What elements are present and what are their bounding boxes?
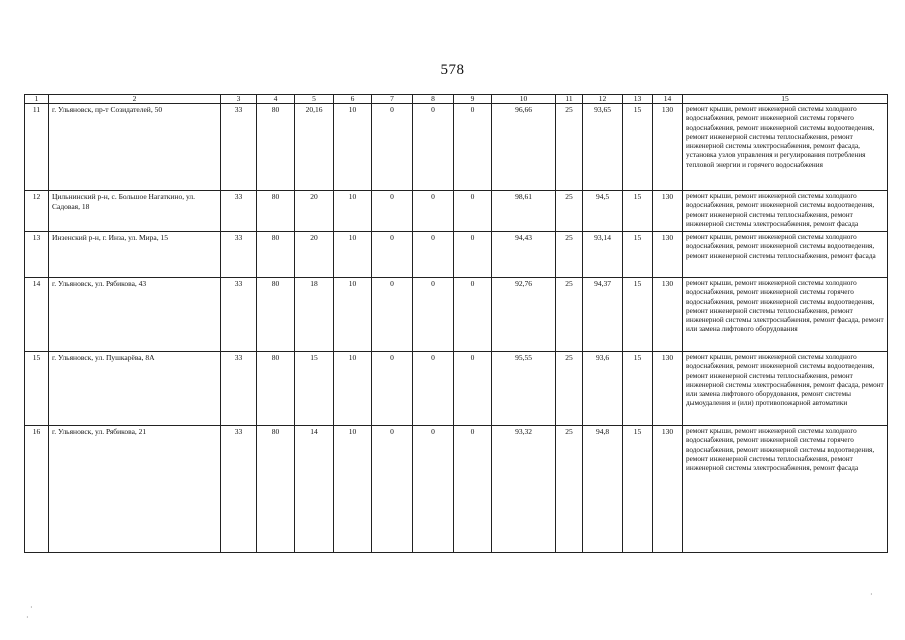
value-cell: 0 xyxy=(372,232,413,278)
value-cell: 15 xyxy=(295,352,334,426)
works-cell: ремонт крыши, ремонт инженерной системы холодного водоснабжения, ремонт инженерной системы водоотведения, ремонт инженерной системы теплоснабжения, ремонт инженерной системы электроснабжения, ремонт фасада xyxy=(683,191,888,232)
scan-speck: · xyxy=(26,613,29,622)
address-cell: г. Ульяновск, ул. Рябикова, 21 xyxy=(49,426,221,553)
column-header: 8 xyxy=(413,95,454,104)
column-header: 12 xyxy=(583,95,623,104)
value-cell: 130 xyxy=(653,278,683,352)
value-cell: 0 xyxy=(413,191,454,232)
table-row xyxy=(25,191,888,232)
table-row xyxy=(25,232,888,278)
value-cell: 0 xyxy=(454,232,492,278)
value-cell: 10 xyxy=(334,352,372,426)
column-header: 10 xyxy=(492,95,556,104)
value-cell: 10 xyxy=(334,191,372,232)
row-number: 14 xyxy=(25,278,49,352)
value-cell: 0 xyxy=(413,232,454,278)
column-header: 15 xyxy=(683,95,888,104)
row-number: 15 xyxy=(25,352,49,426)
value-cell: 80 xyxy=(257,191,295,232)
value-cell: 25 xyxy=(556,191,583,232)
value-cell: 0 xyxy=(372,278,413,352)
value-cell: 94,8 xyxy=(583,426,623,553)
value-cell: 18 xyxy=(295,278,334,352)
address-cell: г. Ульяновск, пр-т Созидателей, 50 xyxy=(49,104,221,191)
column-header: 14 xyxy=(653,95,683,104)
column-header: 6 xyxy=(334,95,372,104)
value-cell: 25 xyxy=(556,232,583,278)
value-cell: 33 xyxy=(221,191,257,232)
value-cell: 130 xyxy=(653,352,683,426)
value-cell: 93,65 xyxy=(583,104,623,191)
value-cell: 130 xyxy=(653,191,683,232)
value-cell: 94,37 xyxy=(583,278,623,352)
address-cell: Инзенский р-н, г. Инза, ул. Мира, 15 xyxy=(49,232,221,278)
value-cell: 93,14 xyxy=(583,232,623,278)
scan-speck: · xyxy=(30,603,33,612)
table-row xyxy=(25,426,888,553)
value-cell: 33 xyxy=(221,352,257,426)
table-row xyxy=(25,352,888,426)
value-cell: 20 xyxy=(295,232,334,278)
value-cell: 94,5 xyxy=(583,191,623,232)
column-header: 9 xyxy=(454,95,492,104)
value-cell: 0 xyxy=(413,104,454,191)
value-cell: 33 xyxy=(221,278,257,352)
address-cell: г. Ульяновск, ул. Рябикова, 43 xyxy=(49,278,221,352)
value-cell: 0 xyxy=(454,104,492,191)
column-header: 2 xyxy=(49,95,221,104)
value-cell: 14 xyxy=(295,426,334,553)
value-cell: 0 xyxy=(454,426,492,553)
column-header: 1 xyxy=(25,95,49,104)
value-cell: 15 xyxy=(623,104,653,191)
value-cell: 25 xyxy=(556,352,583,426)
column-header: 13 xyxy=(623,95,653,104)
value-cell: 10 xyxy=(334,426,372,553)
value-cell: 25 xyxy=(556,278,583,352)
value-cell: 80 xyxy=(257,352,295,426)
works-cell: ремонт крыши, ремонт инженерной системы холодного водоснабжения, ремонт инженерной системы водоотведения, ремонт инженерной системы теплоснабжения, ремонт инженерной системы электроснабжения, ремонт фасада, ремонт или замена лифтового оборудования, ремонт системы дымоудаления и (или) противопожарной автоматики xyxy=(683,352,888,426)
value-cell: 130 xyxy=(653,232,683,278)
value-cell: 0 xyxy=(413,352,454,426)
value-cell: 80 xyxy=(257,232,295,278)
value-cell: 96,66 xyxy=(492,104,556,191)
value-cell: 20 xyxy=(295,191,334,232)
value-cell: 10 xyxy=(334,278,372,352)
table-row xyxy=(25,278,888,352)
value-cell: 80 xyxy=(257,278,295,352)
address-cell: г. Ульяновск, ул. Пушкарёва, 8А xyxy=(49,352,221,426)
row-number: 11 xyxy=(25,104,49,191)
address-cell: Цильнинский р-н, с. Большое Нагаткино, ул. Садовая, 18 xyxy=(49,191,221,232)
value-cell: 93,6 xyxy=(583,352,623,426)
works-cell: ремонт крыши, ремонт инженерной системы холодного водоснабжения, ремонт инженерной системы горячего водоснабжения, ремонт инженерной системы водоотведения, ремонт инженерной системы теплоснабжения, ремонт инженерной системы электроснабжения, ремонт фасада xyxy=(683,426,888,553)
value-cell: 33 xyxy=(221,426,257,553)
value-cell: 0 xyxy=(454,191,492,232)
header-row xyxy=(25,95,888,104)
column-header: 3 xyxy=(221,95,257,104)
value-cell: 130 xyxy=(653,104,683,191)
value-cell: 0 xyxy=(454,352,492,426)
value-cell: 15 xyxy=(623,352,653,426)
value-cell: 33 xyxy=(221,232,257,278)
value-cell: 0 xyxy=(413,278,454,352)
value-cell: 20,16 xyxy=(295,104,334,191)
works-cell: ремонт крыши, ремонт инженерной системы холодного водоснабжения, ремонт инженерной системы водоотведения, ремонт инженерной системы теплоснабжения, ремонт фасада xyxy=(683,232,888,278)
value-cell: 0 xyxy=(372,426,413,553)
value-cell: 80 xyxy=(257,426,295,553)
column-header: 11 xyxy=(556,95,583,104)
value-cell: 25 xyxy=(556,426,583,553)
value-cell: 25 xyxy=(556,104,583,191)
value-cell: 0 xyxy=(372,104,413,191)
value-cell: 15 xyxy=(623,191,653,232)
scan-speck: · xyxy=(870,590,873,599)
value-cell: 0 xyxy=(372,352,413,426)
value-cell: 10 xyxy=(334,104,372,191)
value-cell: 95,55 xyxy=(492,352,556,426)
value-cell: 15 xyxy=(623,232,653,278)
value-cell: 94,43 xyxy=(492,232,556,278)
value-cell: 92,76 xyxy=(492,278,556,352)
registry-table xyxy=(24,94,888,553)
value-cell: 0 xyxy=(454,278,492,352)
works-cell: ремонт крыши, ремонт инженерной системы холодного водоснабжения, ремонт инженерной системы горячего водоснабжения, ремонт инженерной системы водоотведения, ремонт инженерной системы теплоснабжения, ремонт инженерной системы электроснабжения, ремонт фасада, ремонт или замена лифтового оборудования xyxy=(683,278,888,352)
value-cell: 33 xyxy=(221,104,257,191)
column-header: 4 xyxy=(257,95,295,104)
value-cell: 93,32 xyxy=(492,426,556,553)
works-cell: ремонт крыши, ремонт инженерной системы холодного водоснабжения, ремонт инженерной системы горячего водоснабжения, ремонт инженерной системы водоотведения, ремонт инженерной системы теплоснабжения, ремонт инженерной системы электроснабжения, ремонт фасада, установка узлов управления и регулирования потребления тепловой энергии и горячего водоснабжения xyxy=(683,104,888,191)
value-cell: 98,61 xyxy=(492,191,556,232)
column-header: 7 xyxy=(372,95,413,104)
value-cell: 15 xyxy=(623,278,653,352)
column-header: 5 xyxy=(295,95,334,104)
value-cell: 15 xyxy=(623,426,653,553)
value-cell: 10 xyxy=(334,232,372,278)
page-number: 578 xyxy=(440,62,465,78)
row-number: 12 xyxy=(25,191,49,232)
value-cell: 0 xyxy=(372,191,413,232)
value-cell: 80 xyxy=(257,104,295,191)
table-row xyxy=(25,104,888,191)
row-number: 13 xyxy=(25,232,49,278)
row-number: 16 xyxy=(25,426,49,553)
value-cell: 0 xyxy=(413,426,454,553)
value-cell: 130 xyxy=(653,426,683,553)
